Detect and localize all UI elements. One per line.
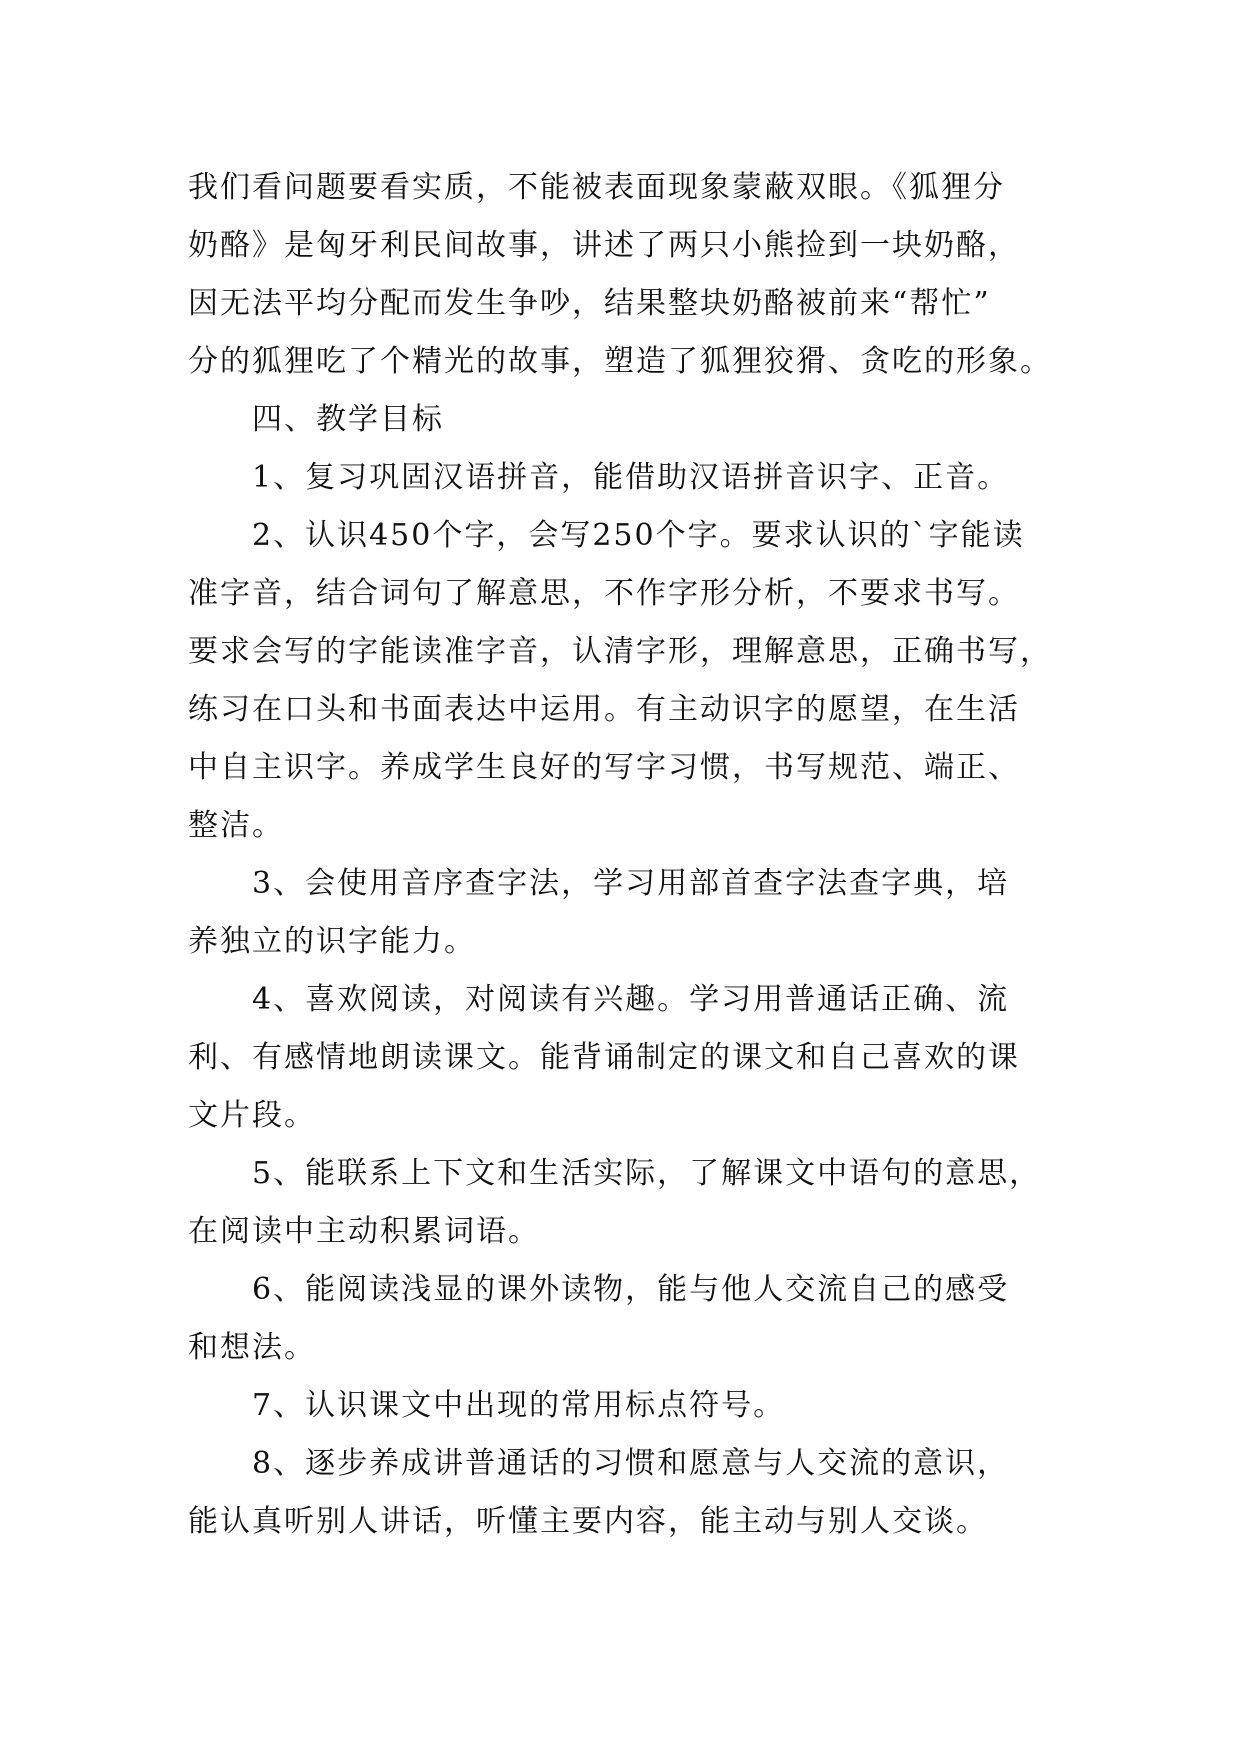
text-line: 7、认识课文中出现的常用标点符号。 (252, 1388, 786, 1423)
text-line: 8、逐步养成讲普通话的习惯和愿意与人交流的意识， (252, 1446, 1010, 1481)
text-line: 要求会写的字能读准字音，认清字形，理解意思，正确书写， (188, 634, 1052, 669)
section-heading: 四、教学目标 (252, 402, 444, 437)
text-line: 和想法。 (188, 1330, 316, 1365)
text-line: 2、认识450个字，会写250个字。要求认识的`字能读 (252, 518, 1025, 553)
text-line: 能认真听别人讲话，听懂主要内容，能主动与别人交谈。 (188, 1504, 988, 1539)
text-line: 准字音，结合词句了解意思，不作字形分析，不要求书写。 (188, 576, 1020, 611)
text-line: 因无法平均分配而发生争吵，结果整块奶酪被前来“帮忙” (188, 286, 991, 321)
text-line: 中自主识字。养成学生良好的写字习惯，书写规范、端正、 (188, 750, 1020, 785)
text-line: 5、能联系上下文和生活实际，了解课文中语句的意思， (252, 1156, 1042, 1191)
text-line: 3、会使用音序查字法，学习用部首查字法查字典，培 (252, 866, 1010, 901)
text-line: 分的狐狸吃了个精光的故事，塑造了狐狸狡猾、贪吃的形象。 (188, 344, 1052, 379)
text-line: 1、复习巩固汉语拼音，能借助汉语拼音识字、正音。 (252, 460, 1010, 495)
text-line: 整洁。 (188, 808, 284, 843)
text-line: 练习在口头和书面表达中运用。有主动识字的愿望，在生活 (188, 692, 1020, 727)
text-line: 4、喜欢阅读，对阅读有兴趣。学习用普通话正确、流 (252, 982, 1010, 1017)
text-line: 奶酪》是匈牙利民间故事，讲述了两只小熊捡到一块奶酪， (188, 228, 1020, 263)
text-line: 6、能阅读浅显的课外读物，能与他人交流自己的感受 (252, 1272, 1010, 1307)
text-line: 文片段。 (188, 1098, 316, 1133)
text-line: 在阅读中主动积累词语。 (188, 1214, 540, 1249)
text-line: 我们看问题要看实质，不能被表面现象蒙蔽双眼。《狐狸分 (188, 170, 1005, 205)
text-line: 养独立的识字能力。 (188, 924, 476, 959)
text-line: 利、有感情地朗读课文。能背诵制定的课文和自己喜欢的课 (188, 1040, 1020, 1075)
